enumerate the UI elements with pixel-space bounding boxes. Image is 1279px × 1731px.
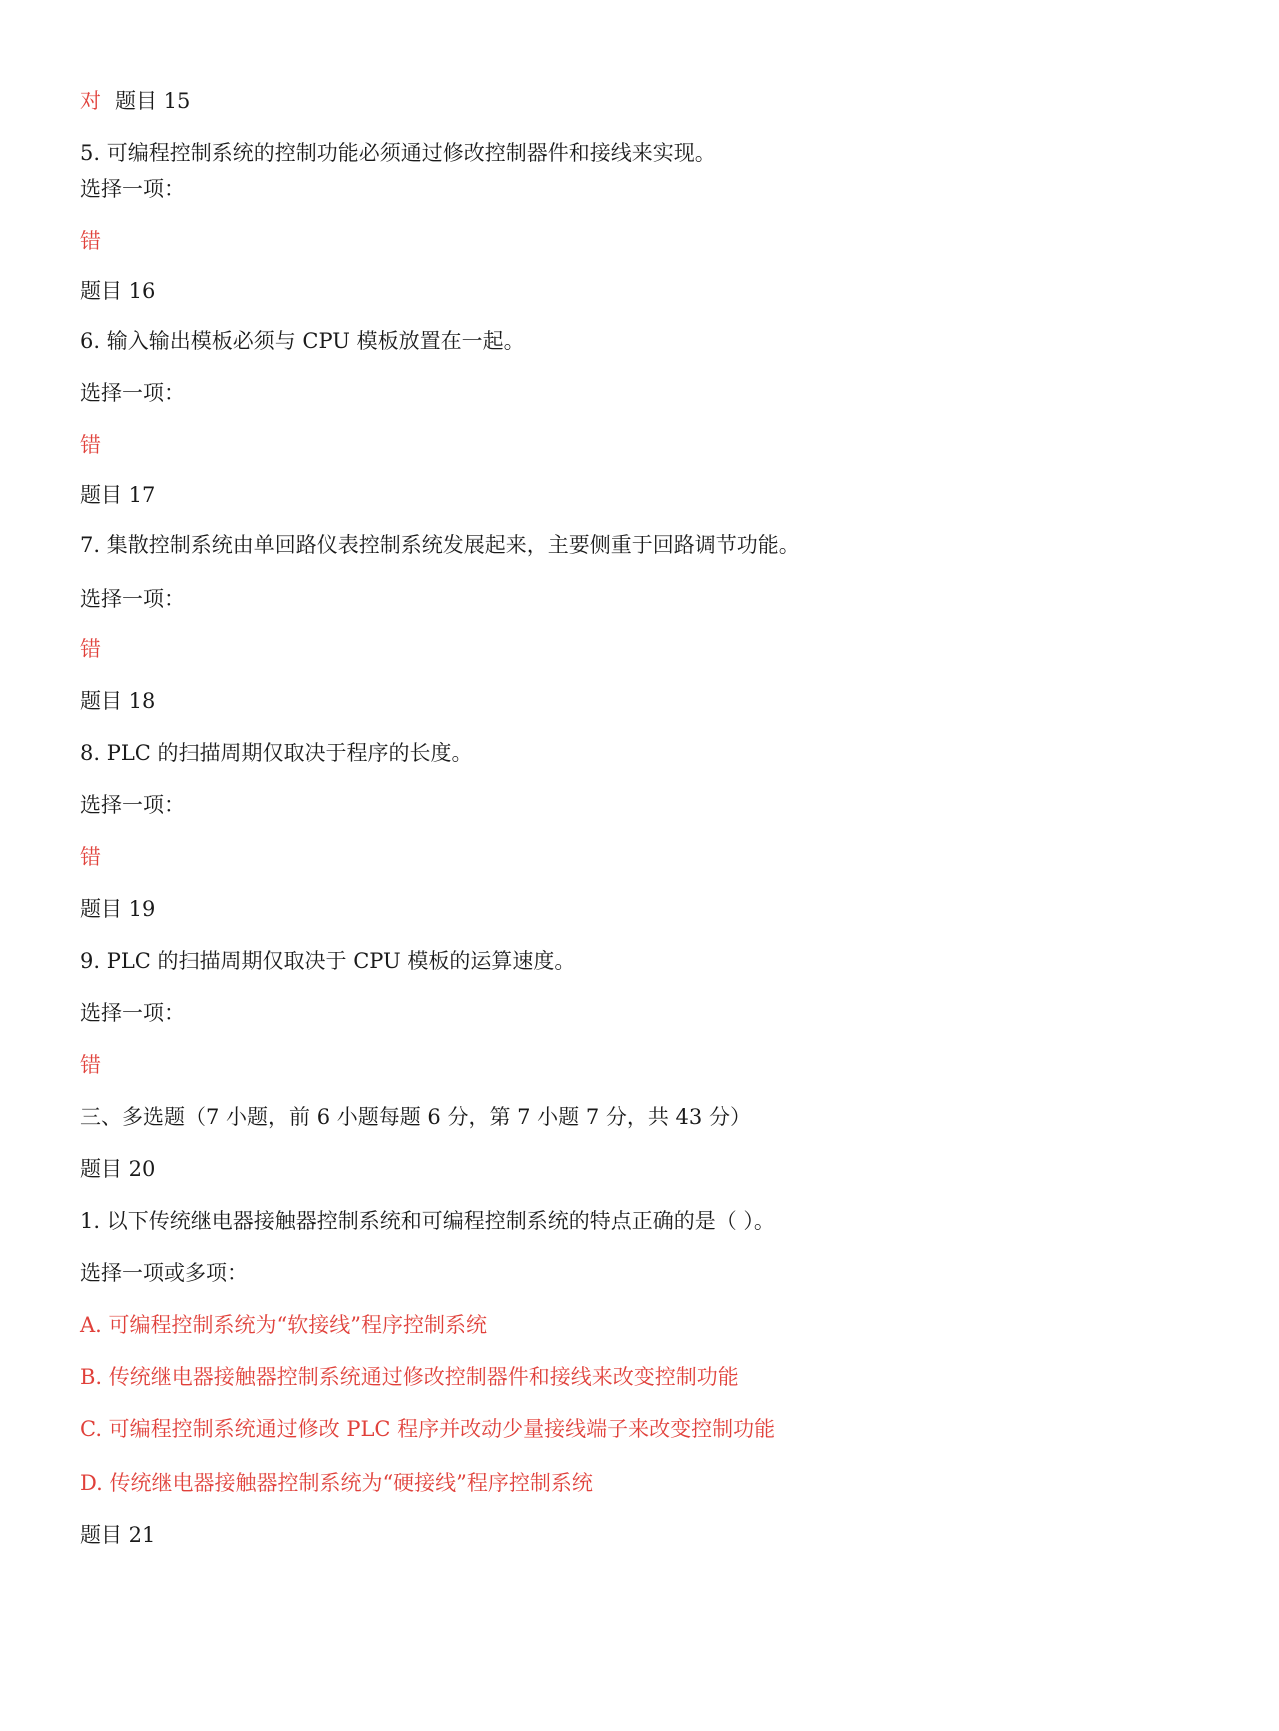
answer-mark: 对 (80, 89, 101, 113)
question-17-prompt: 选择一项： (80, 587, 185, 611)
question-18-answer: 错 (80, 845, 101, 869)
question-18-prompt: 选择一项： (80, 793, 185, 817)
question-16-text: 6. 输入输出模板必须与 CPU 模板放置在一起。 (80, 329, 525, 353)
question-18-text: 8. PLC 的扫描周期仅取决于程序的长度。 (80, 741, 473, 765)
question-20-prompt: 选择一项或多项： (80, 1261, 248, 1285)
section-heading: 三、多选题（7 小题，前 6 小题每题 6 分，第 7 小题 7 分，共 43 分） (80, 1105, 751, 1129)
question-21-label: 题目 21 (80, 1523, 156, 1547)
question-19-prompt: 选择一项： (80, 1001, 185, 1025)
option-d: D. 传统继电器接触器控制系统为“硬接线”程序控制系统 (80, 1471, 593, 1495)
question-17-label: 题目 17 (80, 483, 156, 507)
question-label: 题目 15 (115, 89, 191, 113)
question-16-label: 题目 16 (80, 279, 156, 303)
question-17-answer: 错 (80, 637, 101, 661)
question-15-header (80, 88, 190, 114)
question-19-label: 题目 19 (80, 897, 156, 921)
option-c: C. 可编程控制系统通过修改 PLC 程序并改动少量接线端子来改变控制功能 (80, 1417, 776, 1441)
question-18-label: 题目 18 (80, 689, 156, 713)
question-16-prompt: 选择一项： (80, 381, 185, 405)
question-17-text: 7. 集散控制系统由单回路仪表控制系统发展起来，主要侧重于回路调节功能。 (80, 533, 800, 557)
option-b: B. 传统继电器接触器控制系统通过修改控制器件和接线来改变控制功能 (80, 1365, 739, 1389)
option-a: A. 可编程控制系统为“软接线”程序控制系统 (80, 1313, 487, 1337)
question-5-prompt: 选择一项： (80, 177, 185, 201)
question-19-answer: 错 (80, 1053, 101, 1077)
question-19-text: 9. PLC 的扫描周期仅取决于 CPU 模板的运算速度。 (80, 949, 576, 973)
question-16-answer: 错 (80, 433, 101, 457)
question-5-answer: 错 (80, 229, 101, 253)
question-5-text: 5. 可编程控制系统的控制功能必须通过修改控制器件和接线来实现。 (80, 141, 716, 165)
question-20-label: 题目 20 (80, 1157, 156, 1181)
question-20-text: 1. 以下传统继电器接触器控制系统和可编程控制系统的特点正确的是（ ）。 (80, 1209, 775, 1233)
